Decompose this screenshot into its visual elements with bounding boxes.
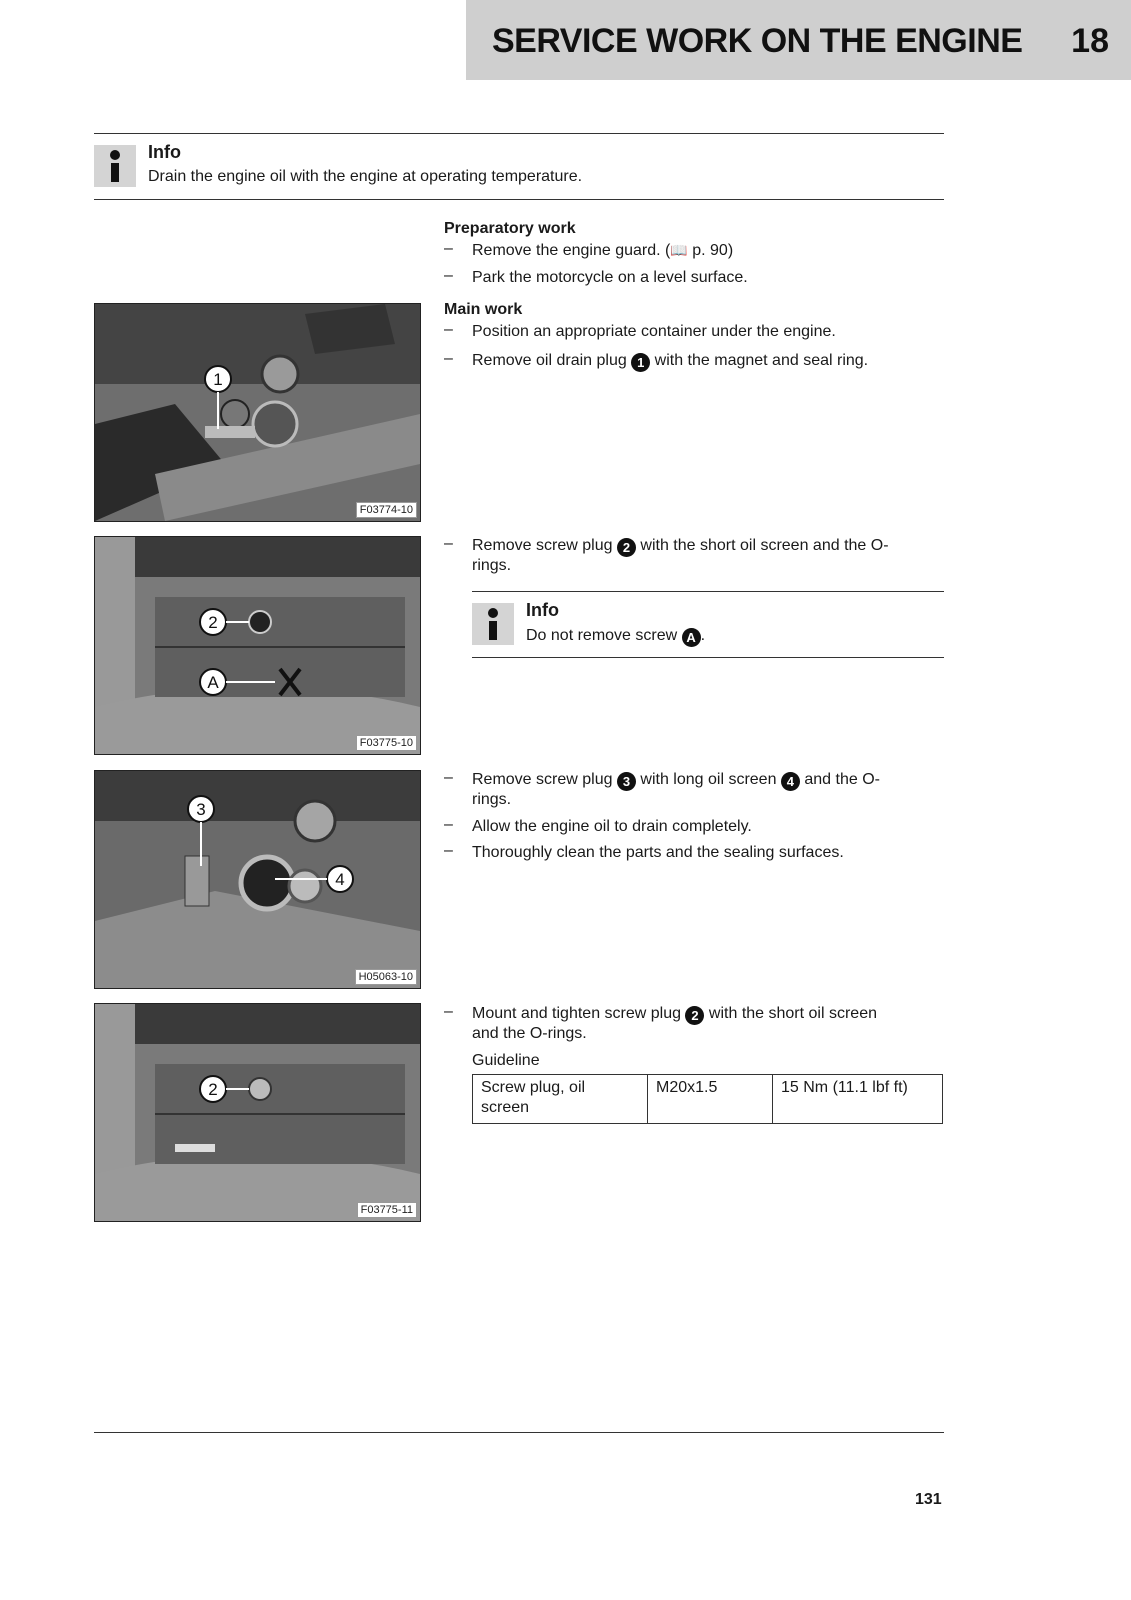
bullet-dash: – bbox=[444, 816, 453, 833]
bullet-dash: – bbox=[444, 321, 453, 338]
torque-spec-table bbox=[472, 1074, 943, 1124]
info-text: Drain the engine oil with the engine at operating temperature. bbox=[148, 168, 583, 185]
prep-item-1-ref: p. 90) bbox=[687, 242, 734, 259]
preparatory-title: Preparatory work bbox=[444, 220, 576, 237]
callout-badge: 2 bbox=[685, 1006, 704, 1025]
info2-bottom-rule bbox=[472, 657, 944, 658]
info2-pre: Do not remove screw bbox=[526, 627, 682, 644]
main-item-2-pre: Remove oil drain plug bbox=[472, 352, 632, 369]
main-item-2-post: with the magnet and seal ring. bbox=[650, 352, 869, 369]
bullet-dash: – bbox=[444, 535, 453, 552]
figure-oil-drain-plug bbox=[94, 303, 421, 522]
page-number: 131 bbox=[915, 1491, 942, 1508]
figure-callout: 4 bbox=[335, 870, 345, 889]
callout-badge: 3 bbox=[617, 772, 636, 791]
step4-text bbox=[472, 1003, 877, 1025]
table-cell-part-line2: screen bbox=[481, 1099, 530, 1116]
figure-callout: 3 bbox=[196, 800, 206, 819]
chapter-header bbox=[466, 0, 1131, 80]
figure-callout: 2 bbox=[208, 1080, 218, 1099]
main-item-2 bbox=[472, 350, 868, 372]
figure-code: F03775-10 bbox=[356, 735, 417, 751]
info2-title: Info bbox=[526, 600, 559, 620]
info2-top-rule bbox=[472, 591, 944, 592]
figure-code: F03774-10 bbox=[356, 502, 417, 518]
step3-text bbox=[472, 769, 880, 791]
bullet-dash: – bbox=[444, 769, 453, 786]
main-work-title: Main work bbox=[444, 301, 523, 318]
callout-badge: A bbox=[682, 628, 701, 647]
step4-pre: Mount and tighten screw plug bbox=[472, 1005, 686, 1022]
info-bottom-rule bbox=[94, 199, 944, 200]
step4-post: with the short oil screen bbox=[704, 1005, 877, 1022]
main-item-1: Position an appropriate container under the engine. bbox=[472, 323, 836, 340]
callout-badge: 1 bbox=[631, 353, 650, 372]
bullet-dash: – bbox=[444, 267, 453, 284]
table-row bbox=[473, 1075, 943, 1124]
step2-pre: Remove screw plug bbox=[472, 537, 617, 554]
step2-text-line2: rings. bbox=[472, 557, 512, 574]
table-cell-part bbox=[473, 1075, 648, 1124]
figure-long-oil-screen bbox=[94, 770, 421, 989]
step3-pre: Remove screw plug bbox=[472, 771, 617, 788]
step3-item2: Allow the engine oil to drain completely. bbox=[472, 818, 752, 835]
prep-item-1-text: Remove the engine guard. ( bbox=[472, 242, 671, 259]
callout-badge: 4 bbox=[781, 772, 800, 791]
figure-callout: A bbox=[207, 673, 219, 692]
step3-item3: Thoroughly clean the parts and the sealing surfaces. bbox=[472, 844, 844, 861]
figure-code: H05063-10 bbox=[355, 969, 417, 985]
figure-callout: 1 bbox=[213, 370, 223, 389]
table-cell-thread: M20x1.5 bbox=[648, 1075, 773, 1124]
figure-mount-screw-plug bbox=[94, 1003, 421, 1222]
chapter-title: SERVICE WORK ON THE ENGINE bbox=[492, 22, 1023, 60]
figure-code: F03775-11 bbox=[357, 1202, 417, 1218]
bullet-dash: – bbox=[444, 1003, 453, 1020]
table-cell-torque: 15 Nm (11.1 lbf ft) bbox=[773, 1075, 943, 1124]
step3-post: and the O- bbox=[799, 771, 880, 788]
info-icon bbox=[94, 145, 136, 187]
table-cell-part-line1: Screw plug, oil bbox=[481, 1079, 586, 1096]
footer-rule bbox=[94, 1432, 944, 1433]
info2-post: . bbox=[700, 627, 706, 644]
step4-text-line2: and the O-rings. bbox=[472, 1025, 587, 1042]
info-icon bbox=[472, 603, 514, 645]
step3-text-line2: rings. bbox=[472, 791, 512, 808]
bullet-dash: – bbox=[444, 842, 453, 859]
info2-text bbox=[526, 625, 705, 647]
figure-callout: 2 bbox=[208, 613, 218, 632]
info-top-rule bbox=[94, 133, 944, 134]
step3-mid: with long oil screen bbox=[635, 771, 781, 788]
chapter-number: 18 bbox=[1071, 22, 1109, 60]
callout-badge: 2 bbox=[617, 538, 636, 557]
bullet-dash: – bbox=[444, 350, 453, 367]
book-icon: 📖 bbox=[670, 242, 688, 258]
figure-screw-plug bbox=[94, 536, 421, 755]
guideline-label: Guideline bbox=[472, 1052, 540, 1069]
info-title: Info bbox=[148, 142, 181, 162]
prep-item-1 bbox=[472, 240, 733, 261]
step2-post: with the short oil screen and the O- bbox=[635, 537, 889, 554]
bullet-dash: – bbox=[444, 240, 453, 257]
prep-item-2: Park the motorcycle on a level surface. bbox=[472, 269, 748, 286]
step2-text bbox=[472, 535, 889, 557]
